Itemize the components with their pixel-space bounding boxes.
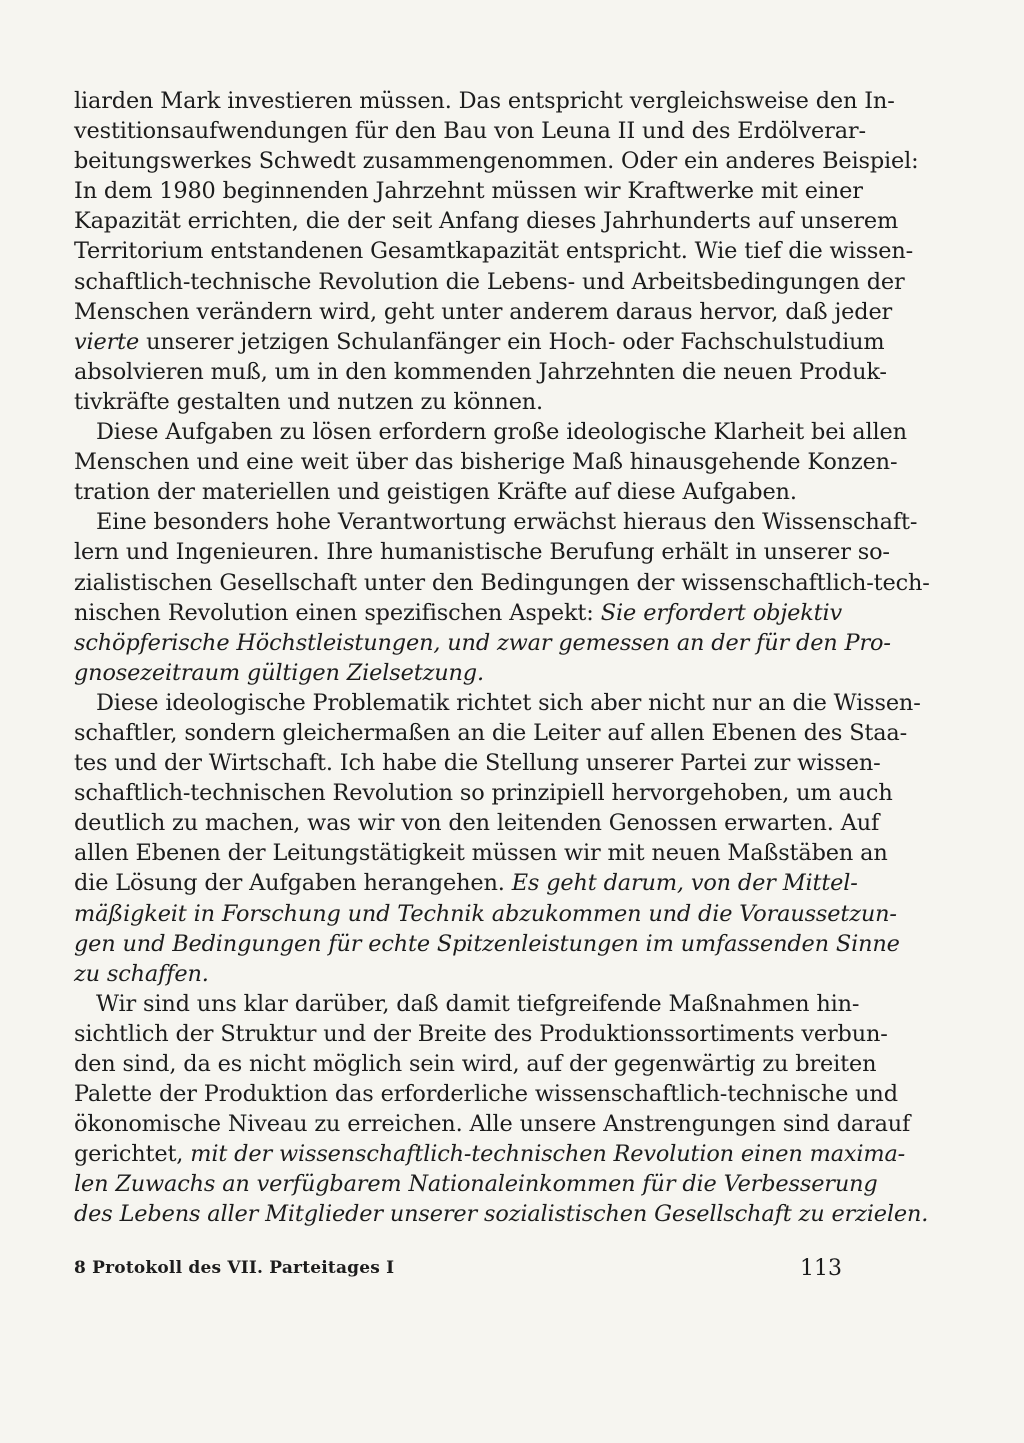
text-segment: gerichtet,: [74, 1141, 191, 1168]
text-line: [74, 929, 900, 959]
italic-text-segment: gnosezeitraum gültigen Zielsetzung.: [74, 659, 484, 686]
text-line: [74, 297, 893, 327]
text-segment: vestitionsaufwendungen für den Bau von Leuna II und des Erdölverar-: [74, 118, 866, 145]
text-line: [74, 417, 907, 447]
text-segment: lern und Ingenieuren. Ihre humanistische Berufung erhält in unserer so-: [74, 539, 890, 566]
text-line: [74, 1019, 888, 1049]
italic-text-segment: vierte: [74, 328, 140, 355]
text-segment: sichtlich der Struktur und der Breite des Produktionssortiments verbun-: [74, 1020, 888, 1047]
text-segment: zialistischen Gesellschaft unter den Bedingungen der wissenschaftlich-tech-: [74, 569, 930, 596]
italic-text-segment: zu schaffen.: [74, 960, 209, 987]
page-footer: [74, 1256, 842, 1284]
page-number: 113: [800, 1256, 842, 1281]
text-line: [74, 537, 890, 567]
text-line: [74, 267, 905, 297]
text-segment: tration der materiellen und geistigen Kräfte auf diese Aufgaben.: [74, 479, 797, 506]
text-segment: Wir sind uns klar darüber, daß damit tiefgreifende Maßnahmen hin-: [96, 990, 860, 1017]
text-line: [74, 387, 842, 417]
text-segment: beitungswerkes Schwedt zusammengenommen. Oder ein anderes Beispiel:: [74, 148, 919, 175]
italic-text-segment: mäßigkeit in Forschung und Technik abzukommen und die Voraussetzun-: [74, 900, 897, 927]
text-line: [74, 1049, 877, 1079]
text-segment: den sind, da es nicht möglich sein wird, auf der gegenwärtig zu breiten: [74, 1051, 877, 1077]
text-line: [74, 808, 880, 838]
text-segment: Eine besonders hohe Verantwortung erwächst hieraus den Wissenschaft-: [96, 509, 918, 536]
italic-text-segment: gen und Bedingungen für echte Spitzenleistungen im umfassenden Sinne: [74, 930, 900, 957]
italic-text-segment: len Zuwachs an verfügbarem Nationaleinkommen für die Verbesserung: [74, 1171, 878, 1198]
italic-text-segment: schöpferische Höchstleistungen, und zwar gemessen an der für den Pro-: [74, 629, 891, 656]
text-segment: tes und der Wirtschaft. Ich habe die Stellung unserer Partei zur wissen-: [74, 750, 881, 777]
text-segment: Diese ideologische Problematik richtet sich aber nicht nur an die Wissen-: [96, 689, 921, 716]
text-line: [74, 86, 895, 116]
text-line: [74, 868, 858, 898]
text-segment: absolvieren muß, um in den kommenden Jahrzehnten die neuen Produk-: [74, 358, 887, 385]
italic-text-segment: Sie erfordert objektiv: [600, 599, 842, 626]
text-segment: Menschen und eine weit über das bisherige Maß hinausgehende Konzen-: [74, 449, 898, 476]
text-segment: schaftlich-technischen Revolution so prinzipiell hervorgehoben, um auch: [74, 780, 893, 807]
text-line: [74, 838, 888, 868]
text-segment: schaftlich-technische Revolution die Lebens- und Arbeitsbedingungen der: [74, 268, 905, 295]
text-segment: Territorium entstandenen Gesamtkapazität entspricht. Wie tief die wissen-: [74, 238, 914, 265]
text-line: [74, 146, 919, 176]
text-line: [74, 477, 842, 507]
text-line: [74, 507, 918, 537]
text-line: [74, 628, 891, 658]
text-segment: In dem 1980 beginnenden Jahrzehnt müssen wir Kraftwerke mit einer: [74, 178, 863, 205]
text-line: [74, 1169, 878, 1199]
italic-text-segment: des Lebens aller Mitglieder unserer sozialistischen Gesellschaft zu erzielen.: [74, 1201, 929, 1228]
text-segment: unserer jetzigen Schulanfänger ein Hoch- oder Fachschulstudium: [139, 328, 885, 355]
text-segment: allen Ebenen der Leitungstätigkeit müssen wir mit neuen Maßstäben an: [74, 840, 888, 867]
text-segment: Kapazität errichten, die der seit Anfang dieses Jahrhunderts auf unserem: [74, 208, 899, 235]
text-line: [74, 989, 860, 1019]
text-line: [74, 718, 908, 748]
page-body: [74, 86, 930, 1230]
text-segment: die Lösung der Aufgaben herangehen.: [74, 870, 512, 897]
italic-text-segment: mit der wissenschaftlich-technischen Revolution einen maxima-: [190, 1141, 906, 1168]
text-line: [74, 1199, 929, 1229]
text-line: [74, 959, 842, 989]
text-line: [74, 658, 842, 688]
text-segment: ökonomische Niveau zu erreichen. Alle unsere Anstrengungen sind darauf: [74, 1111, 911, 1138]
text-segment: deutlich zu machen, was wir von den leitenden Genossen erwarten. Auf: [74, 810, 880, 837]
text-line: [74, 1079, 898, 1109]
text-line: [74, 1109, 911, 1139]
text-segment: schaftler, sondern gleichermaßen an die Leiter auf allen Ebenen des Staa-: [74, 719, 908, 746]
text-line: [74, 899, 897, 929]
text-line: [74, 206, 899, 236]
italic-text-segment: Es geht darum, von der Mittel-: [511, 870, 858, 897]
text-line: [74, 598, 842, 628]
footer-signature: 8 Protokoll des VII. Parteitages I: [74, 1258, 395, 1278]
text-line: [74, 357, 887, 387]
text-segment: nischen Revolution einen spezifischen Aspekt:: [74, 599, 601, 626]
text-line: [74, 568, 930, 598]
text-line: [74, 1139, 906, 1169]
text-segment: tivkräfte gestalten und nutzen zu können.: [74, 388, 544, 415]
text-line: [74, 688, 921, 718]
text-segment: liarden Mark investieren müssen. Das entspricht vergleichsweise den In-: [74, 88, 895, 114]
text-line: [74, 748, 881, 778]
text-line: [74, 116, 866, 146]
text-segment: Palette der Produktion das erforderliche wissenschaftlich-technische und: [74, 1081, 898, 1108]
text-segment: Menschen verändern wird, geht unter anderem daraus hervor, daß jeder: [74, 298, 893, 325]
text-line: [74, 236, 914, 266]
text-line: [74, 176, 863, 206]
text-line: [74, 447, 898, 477]
text-segment: Diese Aufgaben zu lösen erfordern große ideologische Klarheit bei allen: [96, 419, 907, 446]
text-line: [74, 327, 885, 357]
text-line: [74, 778, 893, 808]
